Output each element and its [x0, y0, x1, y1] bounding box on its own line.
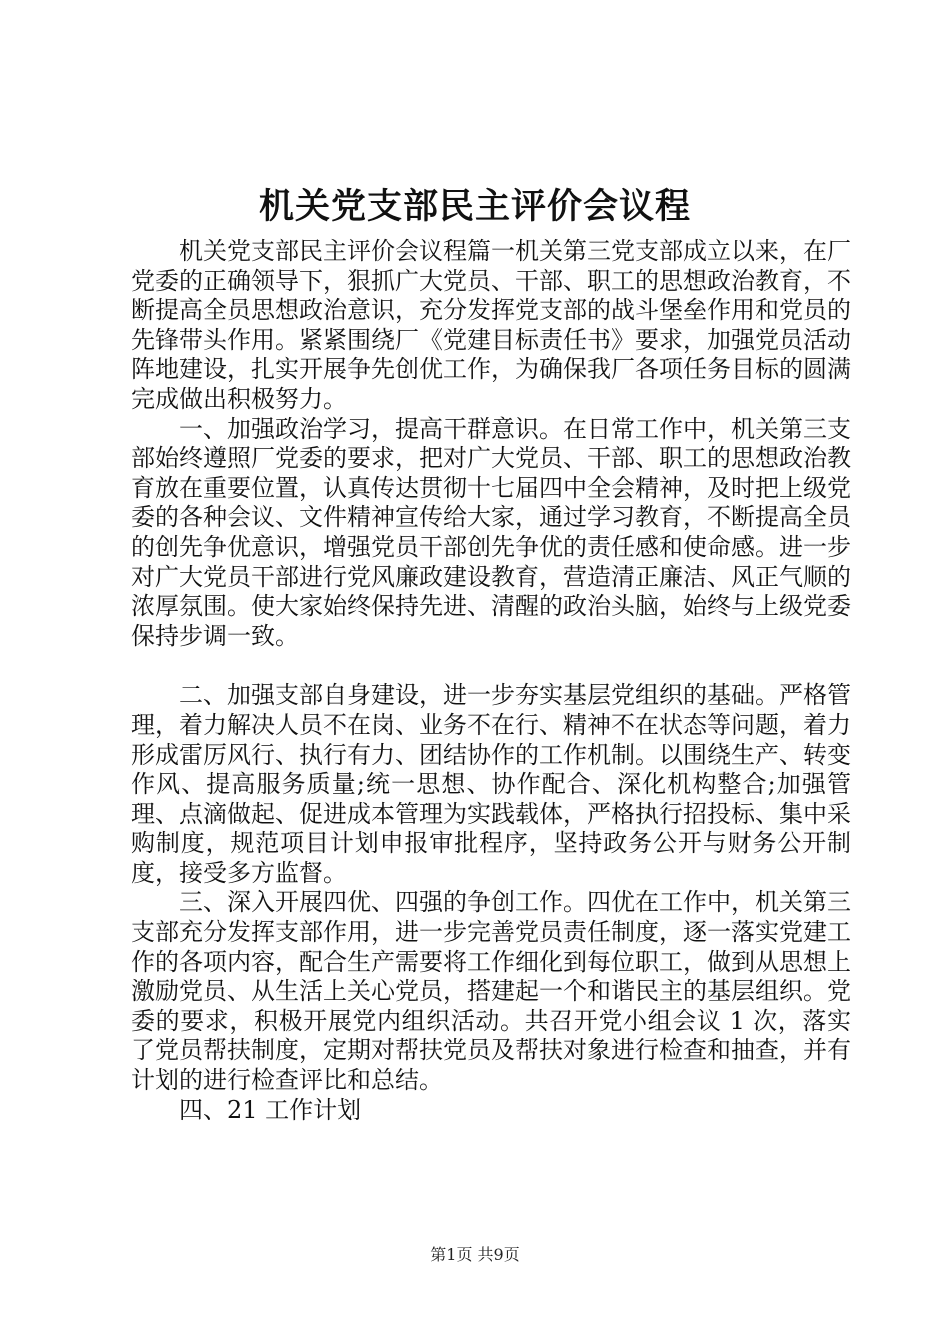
page-footer: 第1页 共9页: [430, 1245, 520, 1264]
document-body: [131, 237, 851, 1125]
paragraph-section-1: 一、加强政治学习，提高干群意识。在日常工作中，机关第三支部始终遵照厂党委的要求，把对广大党员、干部、职工的思想政治教育放在重要位置，认真传达贯彻十七届四中全会精神，及时把上级党委的各种会议、文件精神宣传给大家，通过学习教育，不断提高全员的创先争优意识，增强党员干部创先争优的责任感和使命感。进一步对广大党员干部进行党风廉政建设教育，营造清正廉洁、风正气顺的浓厚氛围。使大家始终保持先进、清醒的政治头脑，始终与上级党委保持步调一致。: [131, 414, 851, 650]
paragraph-intro: 机关党支部民主评价会议程篇一机关第三党支部成立以来，在厂党委的正确领导下，狠抓广大党员、干部、职工的思想政治教育，不断提高全员思想政治意识，充分发挥党支部的战斗堡垒作用和党员的先锋带头作用。紧紧围绕厂《党建目标责任书》要求，加强党员活动阵地建设，扎实开展争先创优工作，为确保我厂各项任务目标的圆满完成做出积极努力。: [131, 237, 851, 413]
paragraph-section-2: 二、加强支部自身建设，进一步夯实基层党组织的基础。严格管理，着力解决人员不在岗、业务不在行、精神不在状态等问题，着力形成雷厉风行、执行有力、团结协作的工作机制。以围绕生产、转变作风、提高服务质量;统一思想、协作配合、深化机构整合;加强管理、点滴做起、促进成本管理为实践载体，严格执行招投标、集中采购制度，规范项目计划申报审批程序，坚持政务公开与财务公开制度，接受多方监督。: [131, 681, 851, 887]
document-title: 机关党支部民主评价会议程: [258, 186, 691, 227]
paragraph-section-4: 四、21 工作计划: [179, 1095, 362, 1124]
paragraph-section-3: 三、深入开展四优、四强的争创工作。四优在工作中，机关第三支部充分发挥支部作用，进一步完善党员责任制度，逐一落实党建工作的各项内容，配合生产需要将工作细化到每位职工，做到从思想上激励党员、从生活上关心党员，搭建起一个和谐民主的基层组织。党委的要求，积极开展党内组织活动。共召开党小组会议 1 次，落实了党员帮扶制度，定期对帮扶党员及帮扶对象进行检查和抽查，并有计划的进行检查评比和总结。: [131, 888, 851, 1095]
